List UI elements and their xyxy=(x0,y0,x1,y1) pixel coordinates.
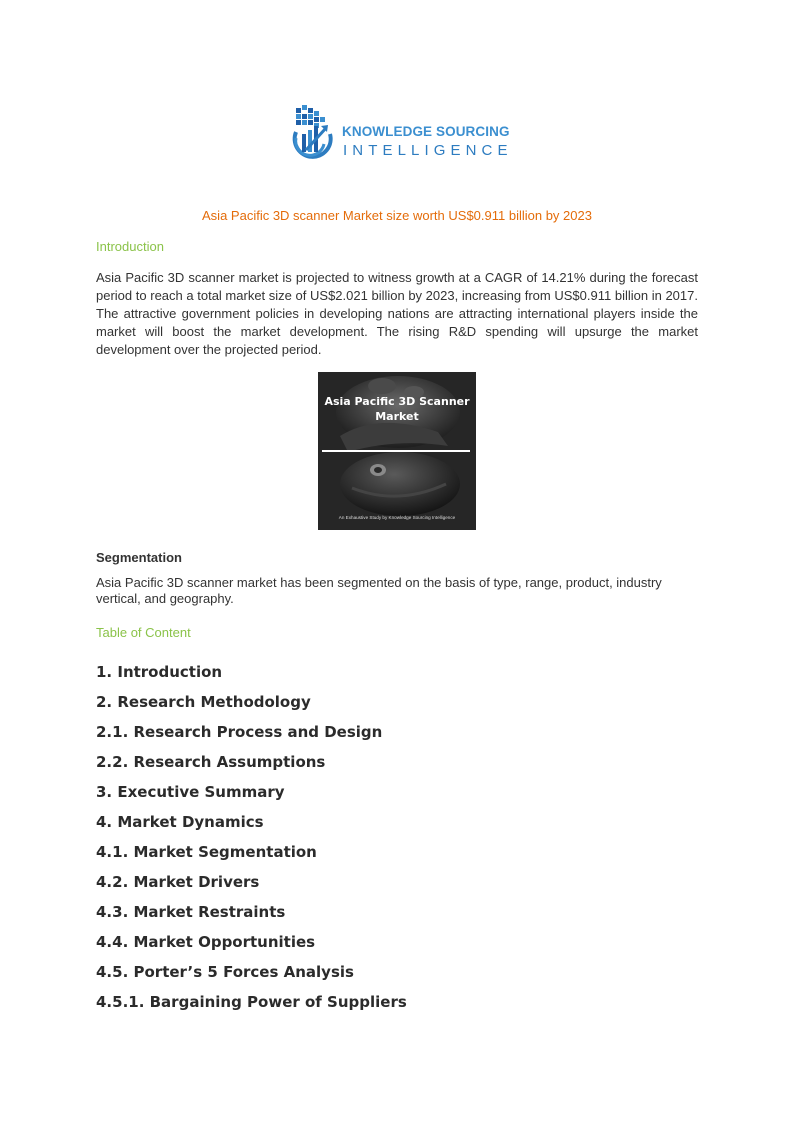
toc-item: 4.5.1. Bargaining Power of Suppliers xyxy=(96,993,407,1011)
toc-item: 3. Executive Summary xyxy=(96,783,285,801)
toc-heading: Table of Content xyxy=(96,625,191,640)
introduction-heading: Introduction xyxy=(96,239,164,254)
toc-item: 4.5. Porter’s 5 Forces Analysis xyxy=(96,963,354,981)
toc-item: 2.1. Research Process and Design xyxy=(96,723,383,741)
toc-list xyxy=(96,662,407,1022)
logo-text-line1: KNOWLEDGE SOURCING xyxy=(342,124,510,139)
logo-text-line2: INTELLIGENCE xyxy=(343,142,513,159)
document-title: Asia Pacific 3D scanner Market size worth US$0.911 billion by 2023 xyxy=(202,208,592,223)
toc-item: 4.2. Market Drivers xyxy=(96,873,260,891)
segmentation-paragraph: Asia Pacific 3D scanner market has been segmented on the basis of type, range, product, industry vertical, and geography. xyxy=(96,575,662,606)
cover-title: Asia Pacific 3D Scanner Market xyxy=(324,395,470,423)
toc-item: 4.3. Market Restraints xyxy=(96,903,286,921)
toc-item: 1. Introduction xyxy=(96,663,223,681)
toc-item: 2.2. Research Assumptions xyxy=(96,753,326,771)
cover-divider xyxy=(322,450,470,452)
introduction-paragraph: Asia Pacific 3D scanner market is projected to witness growth at a CAGR of 14.21% during the forecast period to reach a total market size of US$2.021 billion by 2023, increasing from US$0.911 billion in 2017. The attractive government policies in developing nations are attracting international players inside the market will boost the market development. The rising R&D spending will upsurge the market development over the projected period. xyxy=(96,270,698,357)
report-cover-image xyxy=(318,372,476,530)
cover-footer-text: An Exhaustive Study by Knowledge Sourcing Intelligence xyxy=(338,515,456,520)
toc-item: 2. Research Methodology xyxy=(96,693,311,711)
toc-item: 4.1. Market Segmentation xyxy=(96,843,317,861)
toc-item: 4. Market Dynamics xyxy=(96,813,264,831)
company-logo xyxy=(290,104,513,166)
toc-item: 4.4. Market Opportunities xyxy=(96,933,316,951)
knowledge-sourcing-logo-icon xyxy=(290,104,338,166)
segmentation-heading: Segmentation xyxy=(96,550,182,565)
